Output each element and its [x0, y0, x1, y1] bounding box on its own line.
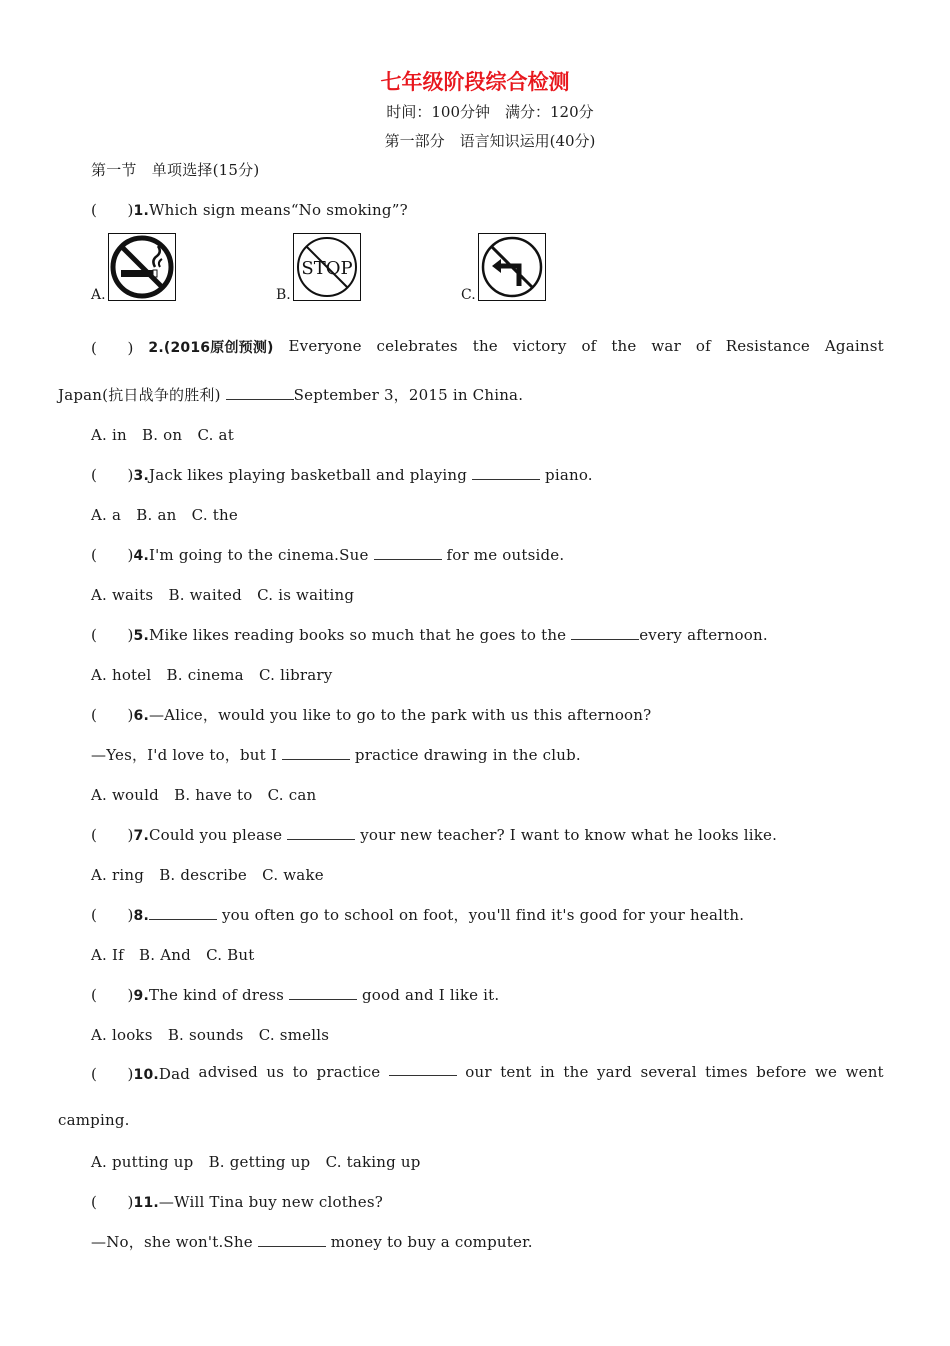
question-4: ( )4.I'm going to the cinema.Sue for me outside. [91, 546, 565, 564]
answer-blank[interactable] [571, 627, 639, 640]
question-5-options: A. hotel B. cinema C. library [91, 666, 333, 684]
answer-blank[interactable] [258, 1234, 326, 1247]
word: Against [824, 337, 884, 355]
answer-paren[interactable]: ( ) [91, 466, 134, 484]
question-3-options: A. a B. an C. the [91, 506, 238, 524]
question-4-options: A. waits B. waited C. is waiting [91, 586, 355, 604]
question-3: ( )3.Jack likes playing basketball and playing piano. [91, 466, 593, 484]
question-5: ( )5.Mike likes reading books so much that he goes to the every afternoon. [91, 626, 768, 644]
word: Resistance [725, 337, 810, 355]
word: the [611, 337, 637, 355]
no-smoking-sign-icon[interactable] [108, 233, 176, 301]
question-9: ( )9.The kind of dress good and I like it. [91, 986, 500, 1004]
answer-paren[interactable]: ( ) [91, 201, 134, 219]
question-8: ( )8. you often go to school on foot，you'll find it's good for your health. [91, 906, 745, 924]
question-2 [91, 337, 884, 358]
word: of [581, 337, 597, 355]
word: the [472, 337, 498, 355]
word: the [563, 1063, 589, 1081]
stop-sign-icon[interactable] [293, 233, 361, 301]
exam-time-score: 时间：100分钟 满分：120分 [386, 103, 594, 121]
option-c-label[interactable]: C. [461, 287, 476, 303]
section-heading: 第一节 单项选择(15分) [91, 161, 260, 179]
option-a-label[interactable]: A. [91, 287, 106, 303]
question-text: Which sign means“No smoking”? [148, 201, 408, 219]
question-9-options: A. looks B. sounds C. smells [91, 1026, 330, 1044]
page-title: 七年级阶段综合检测 [380, 70, 570, 94]
answer-paren[interactable]: ( ) [91, 339, 134, 357]
word: several [640, 1063, 697, 1081]
word: practice [316, 1063, 381, 1081]
word: tent [500, 1063, 532, 1081]
question-11-reply: —No，she won't.She money to buy a computer. [91, 1233, 533, 1251]
question-6-options: A. would B. have to C. can [91, 786, 317, 804]
answer-paren[interactable]: ( ) [91, 906, 134, 924]
answer-blank[interactable] [289, 987, 357, 1000]
question-6-reply: —Yes，I'd love to，but I practice drawing in the club. [91, 746, 581, 764]
word: our [465, 1063, 492, 1081]
word: before [756, 1063, 807, 1081]
word: times [705, 1063, 748, 1081]
question-10 [91, 1063, 884, 1084]
stop-sign-text: STOP [301, 258, 353, 279]
question-number-tag: 2.(2016原创预测) [148, 340, 274, 356]
question-11: ( )11.—Will Tina buy new clothes? [91, 1193, 383, 1211]
answer-paren[interactable]: ( ) [91, 706, 134, 724]
question-10-options: A. putting up B. getting up C. taking up [91, 1153, 421, 1171]
answer-paren[interactable]: ( ) [91, 626, 134, 644]
word: celebrates [376, 337, 458, 355]
part-heading: 第一部分 语言知识运用(40分) [384, 132, 596, 150]
word: Everyone [288, 337, 362, 355]
question-number: 1. [133, 203, 149, 219]
answer-blank[interactable] [287, 827, 355, 840]
word: of [695, 337, 711, 355]
answer-blank[interactable] [226, 387, 294, 400]
word: we [815, 1063, 838, 1081]
answer-blank[interactable] [472, 467, 540, 480]
word: us [266, 1063, 285, 1081]
question-10-continued: camping. [58, 1111, 130, 1129]
question-7-options: A. ring B. describe C. wake [91, 866, 324, 884]
word: advised [198, 1063, 258, 1081]
answer-blank[interactable] [149, 907, 217, 920]
no-left-turn-sign-icon[interactable] [478, 233, 546, 301]
question-6: ( )6.—Alice，would you like to go to the park with us this afternoon? [91, 706, 652, 724]
answer-blank[interactable] [374, 547, 442, 560]
word: victory [512, 337, 567, 355]
answer-paren[interactable]: ( ) [91, 826, 134, 844]
question-1 [91, 199, 408, 220]
word: to [292, 1063, 309, 1081]
question-8-options: A. If B. And C. But [91, 946, 255, 964]
question-2-continued: Japan(抗日战争的胜利) September 3，2015 in China. [58, 386, 524, 404]
option-b-label[interactable]: B. [276, 287, 291, 303]
answer-blank[interactable] [282, 747, 350, 760]
word: yard [597, 1063, 632, 1081]
question-7: ( )7.Could you please your new teacher? I want to know what he looks like. [91, 826, 778, 844]
word: in [540, 1063, 555, 1081]
answer-blank[interactable] [389, 1063, 457, 1076]
answer-paren[interactable]: ( ) [91, 546, 134, 564]
word: went [845, 1063, 884, 1081]
answer-paren[interactable]: ( ) [91, 1193, 134, 1211]
answer-paren-number[interactable]: ( )10.Dad [91, 1065, 191, 1083]
question-2-options: A. in B. on C. at [91, 426, 234, 444]
answer-paren[interactable]: ( ) [91, 986, 134, 1004]
word: war [651, 337, 681, 355]
